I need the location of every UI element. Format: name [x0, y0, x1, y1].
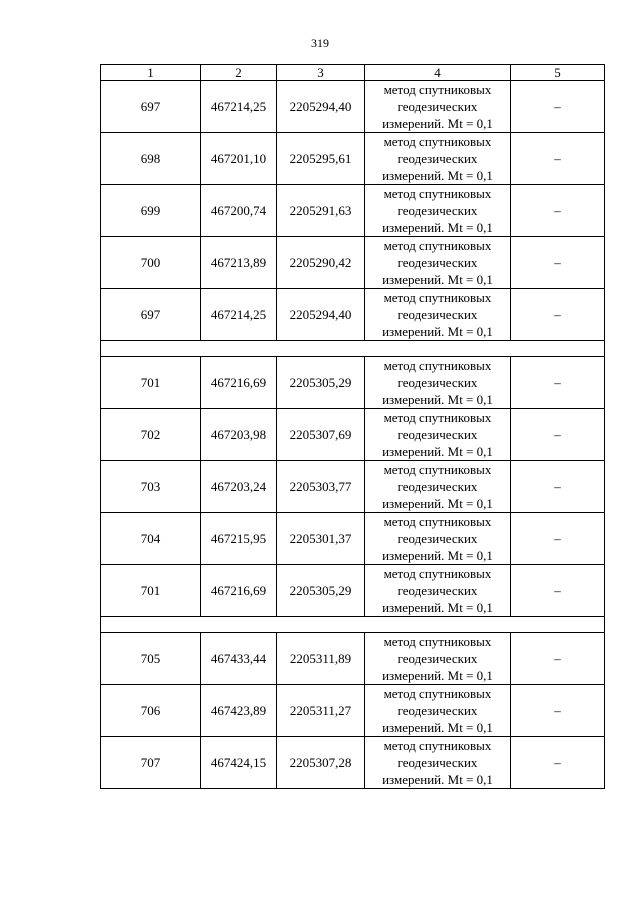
note-cell: –	[511, 133, 605, 185]
point-number-cell: 700	[101, 237, 201, 289]
y-coordinate-cell: 2205294,40	[277, 289, 365, 341]
note-cell: –	[511, 289, 605, 341]
table-row	[101, 461, 605, 513]
method-cell: метод спутниковых геодезических измерений. Mt = 0,1	[365, 133, 511, 185]
table-row	[101, 513, 605, 565]
x-coordinate-cell: 467213,89	[201, 237, 277, 289]
header-col-1: 1	[101, 65, 201, 81]
note-cell: –	[511, 633, 605, 685]
point-number-cell: 698	[101, 133, 201, 185]
x-coordinate-cell: 467203,24	[201, 461, 277, 513]
x-coordinate-cell: 467423,89	[201, 685, 277, 737]
point-number-cell: 701	[101, 357, 201, 409]
block-separator-row	[101, 341, 605, 357]
header-col-4: 4	[365, 65, 511, 81]
table-row	[101, 289, 605, 341]
note-cell: –	[511, 409, 605, 461]
method-cell: метод спутниковых геодезических измерений. Mt = 0,1	[365, 289, 511, 341]
table-row	[101, 565, 605, 617]
table-row	[101, 685, 605, 737]
x-coordinate-cell: 467214,25	[201, 289, 277, 341]
y-coordinate-cell: 2205303,77	[277, 461, 365, 513]
table-body	[101, 81, 605, 789]
method-cell: метод спутниковых геодезических измерений. Mt = 0,1	[365, 357, 511, 409]
point-number-cell: 697	[101, 81, 201, 133]
method-cell: метод спутниковых геодезических измерений. Mt = 0,1	[365, 685, 511, 737]
x-coordinate-cell: 467216,69	[201, 357, 277, 409]
y-coordinate-cell: 2205307,69	[277, 409, 365, 461]
method-cell: метод спутниковых геодезических измерений. Mt = 0,1	[365, 409, 511, 461]
note-cell: –	[511, 513, 605, 565]
block-separator-cell	[101, 341, 605, 357]
note-cell: –	[511, 565, 605, 617]
x-coordinate-cell: 467215,95	[201, 513, 277, 565]
header-row	[101, 65, 605, 81]
y-coordinate-cell: 2205311,89	[277, 633, 365, 685]
y-coordinate-cell: 2205294,40	[277, 81, 365, 133]
method-cell: метод спутниковых геодезических измерений. Mt = 0,1	[365, 81, 511, 133]
point-number-cell: 697	[101, 289, 201, 341]
header-col-2: 2	[201, 65, 277, 81]
note-cell: –	[511, 81, 605, 133]
y-coordinate-cell: 2205305,29	[277, 565, 365, 617]
note-cell: –	[511, 357, 605, 409]
note-cell: –	[511, 685, 605, 737]
point-number-cell: 706	[101, 685, 201, 737]
point-number-cell: 702	[101, 409, 201, 461]
method-cell: метод спутниковых геодезических измерений. Mt = 0,1	[365, 737, 511, 789]
point-number-cell: 707	[101, 737, 201, 789]
block-separator-cell	[101, 617, 605, 633]
x-coordinate-cell: 467424,15	[201, 737, 277, 789]
point-number-cell: 705	[101, 633, 201, 685]
block-separator-row	[101, 617, 605, 633]
note-cell: –	[511, 461, 605, 513]
table-row	[101, 185, 605, 237]
y-coordinate-cell: 2205311,27	[277, 685, 365, 737]
page-number: 319	[311, 36, 329, 50]
point-number-cell: 704	[101, 513, 201, 565]
point-number-cell: 701	[101, 565, 201, 617]
point-number-cell: 699	[101, 185, 201, 237]
note-cell: –	[511, 185, 605, 237]
x-coordinate-cell: 467203,98	[201, 409, 277, 461]
table-row	[101, 357, 605, 409]
point-number-cell: 703	[101, 461, 201, 513]
method-cell: метод спутниковых геодезических измерений. Mt = 0,1	[365, 185, 511, 237]
y-coordinate-cell: 2205290,42	[277, 237, 365, 289]
y-coordinate-cell: 2205291,63	[277, 185, 365, 237]
method-cell: метод спутниковых геодезических измерений. Mt = 0,1	[365, 461, 511, 513]
table-row	[101, 633, 605, 685]
method-cell: метод спутниковых геодезических измерений. Mt = 0,1	[365, 565, 511, 617]
coordinates-table	[100, 64, 605, 789]
x-coordinate-cell: 467216,69	[201, 565, 277, 617]
x-coordinate-cell: 467214,25	[201, 81, 277, 133]
table-row	[101, 737, 605, 789]
table-row	[101, 409, 605, 461]
x-coordinate-cell: 467200,74	[201, 185, 277, 237]
method-cell: метод спутниковых геодезических измерений. Mt = 0,1	[365, 513, 511, 565]
y-coordinate-cell: 2205295,61	[277, 133, 365, 185]
table-row	[101, 81, 605, 133]
header-col-3: 3	[277, 65, 365, 81]
note-cell: –	[511, 237, 605, 289]
method-cell: метод спутниковых геодезических измерений. Mt = 0,1	[365, 237, 511, 289]
header-col-5: 5	[511, 65, 605, 81]
x-coordinate-cell: 467433,44	[201, 633, 277, 685]
table-row	[101, 237, 605, 289]
table-row	[101, 133, 605, 185]
y-coordinate-cell: 2205305,29	[277, 357, 365, 409]
method-cell: метод спутниковых геодезических измерений. Mt = 0,1	[365, 633, 511, 685]
x-coordinate-cell: 467201,10	[201, 133, 277, 185]
y-coordinate-cell: 2205301,37	[277, 513, 365, 565]
note-cell: –	[511, 737, 605, 789]
y-coordinate-cell: 2205307,28	[277, 737, 365, 789]
